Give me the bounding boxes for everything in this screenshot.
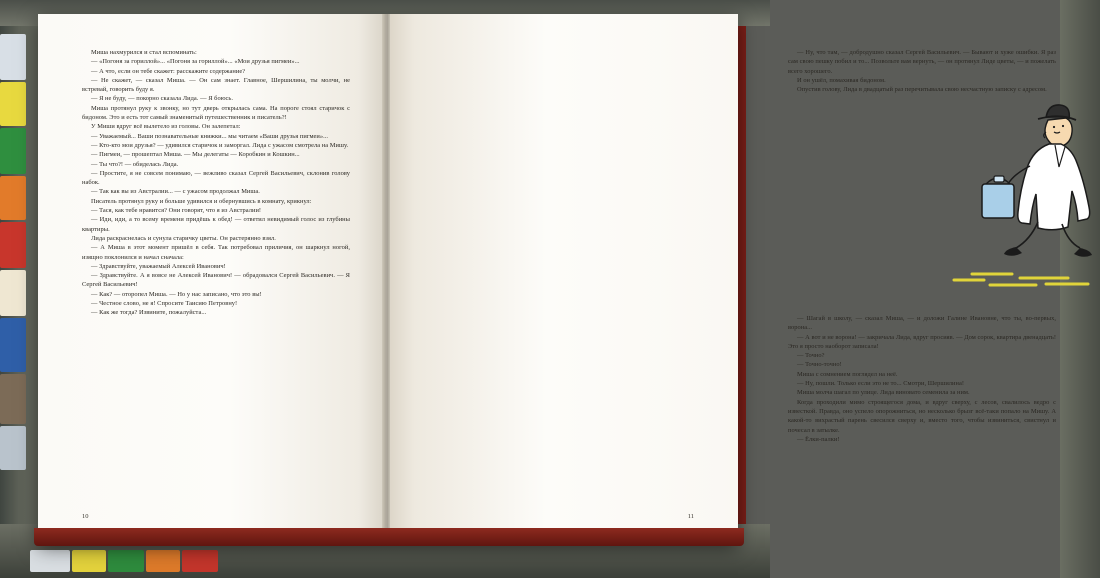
paragraph: — А Миша в этот момент пришёл в себя. Так потребовал приличия, он шаркнул ногой, изящно поклонился и начал сначала: xyxy=(82,244,350,261)
paragraph: — Я не буду, — покорно сказала Лида. — Я боюсь. xyxy=(91,95,234,103)
head xyxy=(1044,118,1072,146)
paragraph: — Здравствуйте. А я вовсе не Алексей Иванович! — обрадовался Сергей Васильевич. — Я Сергей Васильевич! xyxy=(82,272,350,289)
color-tab xyxy=(146,550,180,572)
paragraph: Миша с сомнением поглядел на неё. xyxy=(797,370,898,378)
right-page-text-top xyxy=(788,48,1056,94)
paragraph: У Миши вдруг всё вылетело из головы. Он залепетал: xyxy=(91,123,241,131)
color-tab xyxy=(0,176,26,220)
right-page xyxy=(390,14,1056,542)
paragraph: Писатель протянул руку и больше удивился и обернувшись в комнату, крикнул: xyxy=(91,197,312,205)
color-tab xyxy=(0,34,26,80)
paragraph: — Кто-кто мои друзья? — удивился старичок и заморгал. Лида с ужасом смотрела на Мишу. xyxy=(91,141,349,149)
paragraph: — Точно-точно! xyxy=(797,361,842,369)
paragraph: Миша нахмурился и стал вспоминать: xyxy=(91,49,197,56)
paragraph: — «Погоня за гориллой»... «Погоня за гориллой»... «Мои друзья пигмеи»... xyxy=(91,58,300,66)
color-tab xyxy=(30,550,70,572)
paragraph: — Не скажет, — сказал Миша. — Он сам знает. Главное, Шершилина, ты молчи, не встревай, говорить буду я. xyxy=(82,76,350,94)
paragraph: — Как же тогда? Извините, пожалуйста... xyxy=(91,309,207,317)
paragraph: — Ёлки-палки! xyxy=(797,435,840,443)
color-tab xyxy=(72,550,106,572)
paragraph: — Так как вы из Австралии... — с ужасом продолжал Миша. xyxy=(91,188,260,196)
page-number-left: 10 xyxy=(82,513,89,520)
open-book xyxy=(38,14,1056,542)
paragraph: — Как? — оторопел Миша. — Но у нас записано, что это вы! xyxy=(91,290,262,298)
color-tab xyxy=(0,426,26,470)
paragraph: Миша молча шагал по улице. Лида виновато семенила за ним. xyxy=(797,389,970,397)
milk-can-icon xyxy=(982,176,1014,218)
paragraph: Когда проходили мимо строящегося дома, и вдруг сверху, с лесов, свалилось ведро с известкой. Правда, оно успело опорожниться, но несколько брызг всё-таки попало на Мишу. А какой-то вихрастый парень свесился сверху и, вместо того, чтобы извиниться, свистнул и почесал в затылке. xyxy=(788,398,1056,434)
book-cover-bottom-edge xyxy=(34,528,744,546)
shoes xyxy=(1004,247,1092,257)
paragraph: — Простите, я не совсем понимаю, — вежливо сказал Сергей Васильевич, склонив голову набок. xyxy=(82,169,350,187)
paragraph: — Уважаемый... Ваши познавательные книжки... мы читаем «Ваши друзья пигмеи»... xyxy=(91,132,329,140)
left-page-text xyxy=(82,48,350,318)
hat-icon xyxy=(1038,105,1076,120)
right-page-text-bottom xyxy=(788,314,1056,444)
paragraph: — Ну, пошли. Только если это не то... Смотри, Шершилина! xyxy=(797,380,965,388)
color-tab xyxy=(0,222,26,268)
color-tab xyxy=(0,82,26,126)
color-tab xyxy=(0,270,26,316)
color-tab xyxy=(0,374,26,424)
ground-hatching xyxy=(954,274,1088,285)
paragraph: — Тася, как тебе нравится? Они говорят, что я из Австралии! xyxy=(91,207,262,215)
color-tab xyxy=(182,550,218,572)
left-page xyxy=(38,14,386,542)
paragraph: — Здравствуйте, уважаемый Алексей Иванович! xyxy=(91,262,226,270)
paragraph: Миша протянул руку к звонку, но тут дверь открылась сама. На пороге стоял старичок с бидоном. Это и есть тот самый знаменитый путешественник и писатель?! xyxy=(82,104,350,122)
paragraph: — А что, если он тебе скажет: расскажите содержание? xyxy=(91,67,246,75)
paragraph: — Ну, что там, — добродушно сказал Сергей Васильевич. — Бывают и хуже ошибки. Я раз сам свою пешку побил и то... Позвольте вам вернуть, — он протянул Лиде цветы, — и пожелать всего хорошего. xyxy=(788,49,1056,75)
paragraph: — Шагай в школу, — сказал Миша, — и доложи Галине Ивановне, что ты, во-первых, ворона... xyxy=(788,315,1056,332)
paragraph: — Честное слово, не я! Спросите Таисию Петровну! xyxy=(91,300,238,308)
color-tab xyxy=(0,318,26,372)
coat xyxy=(1018,144,1090,230)
color-tab xyxy=(0,128,26,174)
paragraph: Опустив голову, Лида в двадцатый раз перечитывала свою несчастную записку с адресом. xyxy=(797,86,1047,94)
paragraph: — А вот и не ворона! — закричала Лида, вдруг просияв. — Дом сорок, квартира двенадцать! Это я просто наоборот записала! xyxy=(788,333,1056,350)
page-number-right: 11 xyxy=(687,513,694,520)
paragraph: — Иди, иди, а то всему времени придёшь к обед! — ответил невидимый голос из глубины квартиры. xyxy=(82,216,350,233)
paragraph: — Пигмеи, — прошептал Миша. — Мы делегаты — Коробкин и Кошкин... xyxy=(91,151,300,159)
illustration-man-with-can xyxy=(950,92,1100,292)
paragraph: — Точно? xyxy=(797,352,825,360)
paragraph: — Ты что?! — обиделась Лида. xyxy=(91,160,179,168)
color-tab xyxy=(108,550,144,572)
paragraph: Лида раскраснелась и сунула старичку цветы. Он растерянно взял. xyxy=(91,234,276,242)
paragraph: И он ушёл, помахивая бидоном. xyxy=(797,76,886,84)
